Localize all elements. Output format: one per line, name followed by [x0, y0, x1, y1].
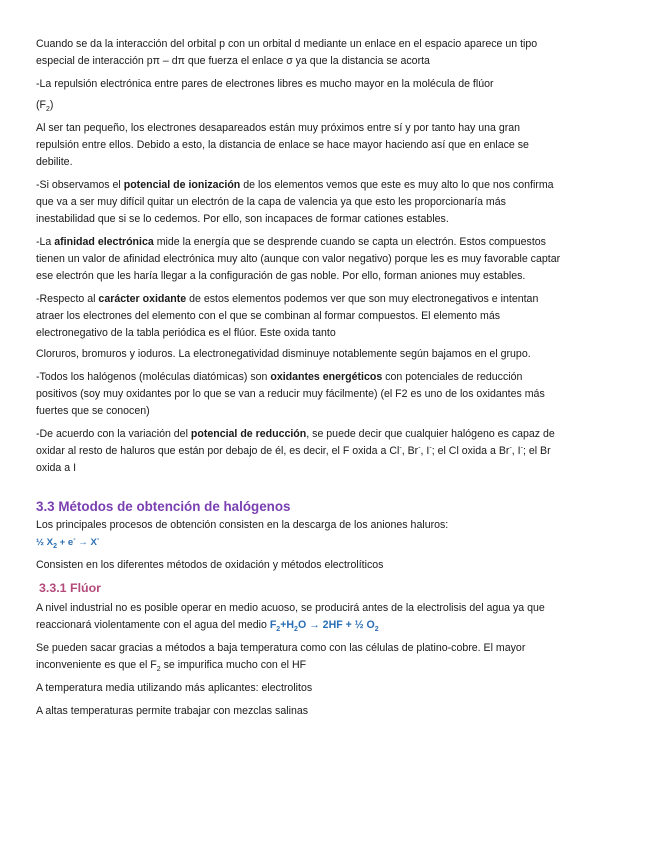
- paragraph-obtention-processes: Los principales procesos de obtención consisten en la descarga de los aniones haluros:: [36, 519, 449, 531]
- section-heading-3-3: 3.3 Métodos de obtención de halógenos: [36, 499, 291, 514]
- document-page: [36, 36, 564, 720]
- paragraph-fluorine-formula: $(F_2)$: [36, 99, 54, 114]
- paragraph-oxidizing-character: -Respecto al carácter oxidante de estos elementos podemos ver que son muy electronegativos e intentan atraer los electrones del elemento con el que se combinan al formar compuestos. El elemento más electronegativo de la tabla periódica es el flúor. Este oxida tanto: [36, 293, 539, 339]
- equation-halide-discharge: ½ $X_2 + e^- \to X^-$: [36, 535, 100, 550]
- paragraph-reduction-potential: -De acuerdo con la variación del potencial de reducción, se puede decir que cualquier halógeno es capaz de oxidar al resto de haluros que están por debajo de él, es decir, el F oxida a Cl-, Br-, I-; el Cl oxida a Br-, I-; el Br oxida a I: [36, 428, 555, 474]
- paragraph-electron-affinity: -La afinidad electrónica mide la energía que se desprende cuando se capta un electrón. Estos compuestos tienen un valor de afinidad electrónica muy alto (aunque con valor negativo) porque les es muy favorable captar ese electrón que les haría llegar a la configuración de gas noble. Por ello, forman aniones muy estables.: [36, 236, 561, 282]
- paragraph-small-size: Al ser tan pequeño, los electrones desapareados están muy próximos entre sí y por tanto hay una gran repulsión entre ellos. Debido a esto, la distancia de enlace se hace mayor haciendo así que en enlace se debilite.: [36, 122, 529, 168]
- equation-fluorine-water: $F_2+H_2O \to 2HF$ + ½ $O_2$: [269, 619, 379, 634]
- paragraph-industrial: A nivel industrial no es posible operar en medio acuoso, se producirá antes de la electrolisis del agua ya que reaccionará violentamente con el agua del medio $F_2+H_2O \to 2HF$ + ½ $O_2$: [36, 602, 545, 634]
- paragraph-halides: Cloruros, bromuros y ioduros. La electronegatividad disminuye notablemente según bajamos en el grupo.: [36, 348, 531, 360]
- paragraph-energetic-oxidants: -Todos los halógenos (moléculas diatómicas) son oxidantes energéticos con potenciales de reducción positivos (soy muy oxidantes por lo que se van a reducir muy fácilmente) (el F2 es uno de los oxidantes más fuertes que se conocen): [36, 371, 545, 417]
- paragraph-medium-temperature: A temperatura media utilizando más aplicantes: electrolitos: [36, 682, 313, 694]
- section-heading-3-3-1: 3.3.1 Flúor: [39, 581, 101, 595]
- paragraph-ionization: -Si observamos el potencial de ionización de los elementos vemos que este es muy alto lo que nos confirma que va a ser muy difícil quitar un electrón de la capa de valencia ya que esto les proporcionaría más inestabilidad que si se lo cedemos. Por ello, son incapaces de formar cationes estables.: [36, 179, 554, 225]
- paragraph-low-temperature: Se pueden sacar gracias a métodos a baja temperatura como con las células de platino-cobre. El mayor inconveniente es que el $F_2$ se impurifica mucho con el HF: [36, 642, 526, 674]
- paragraph-repulsion: -La repulsión electrónica entre pares de electrones libres es mucho mayor en la molécula de flúor: [36, 78, 494, 90]
- paragraph-high-temperature: A altas temperaturas permite trabajar con mezclas salinas: [36, 705, 309, 717]
- paragraph-orbital-interaction: Cuando se da la interacción del orbital p con un orbital d mediante un enlace en el espacio aparece un tipo especial de interacción pπ – dπ que fuerza el enlace σ ya que la distancia se acorta: [36, 38, 538, 67]
- paragraph-methods: Consisten en los diferentes métodos de oxidación y métodos electrolíticos: [36, 559, 384, 571]
